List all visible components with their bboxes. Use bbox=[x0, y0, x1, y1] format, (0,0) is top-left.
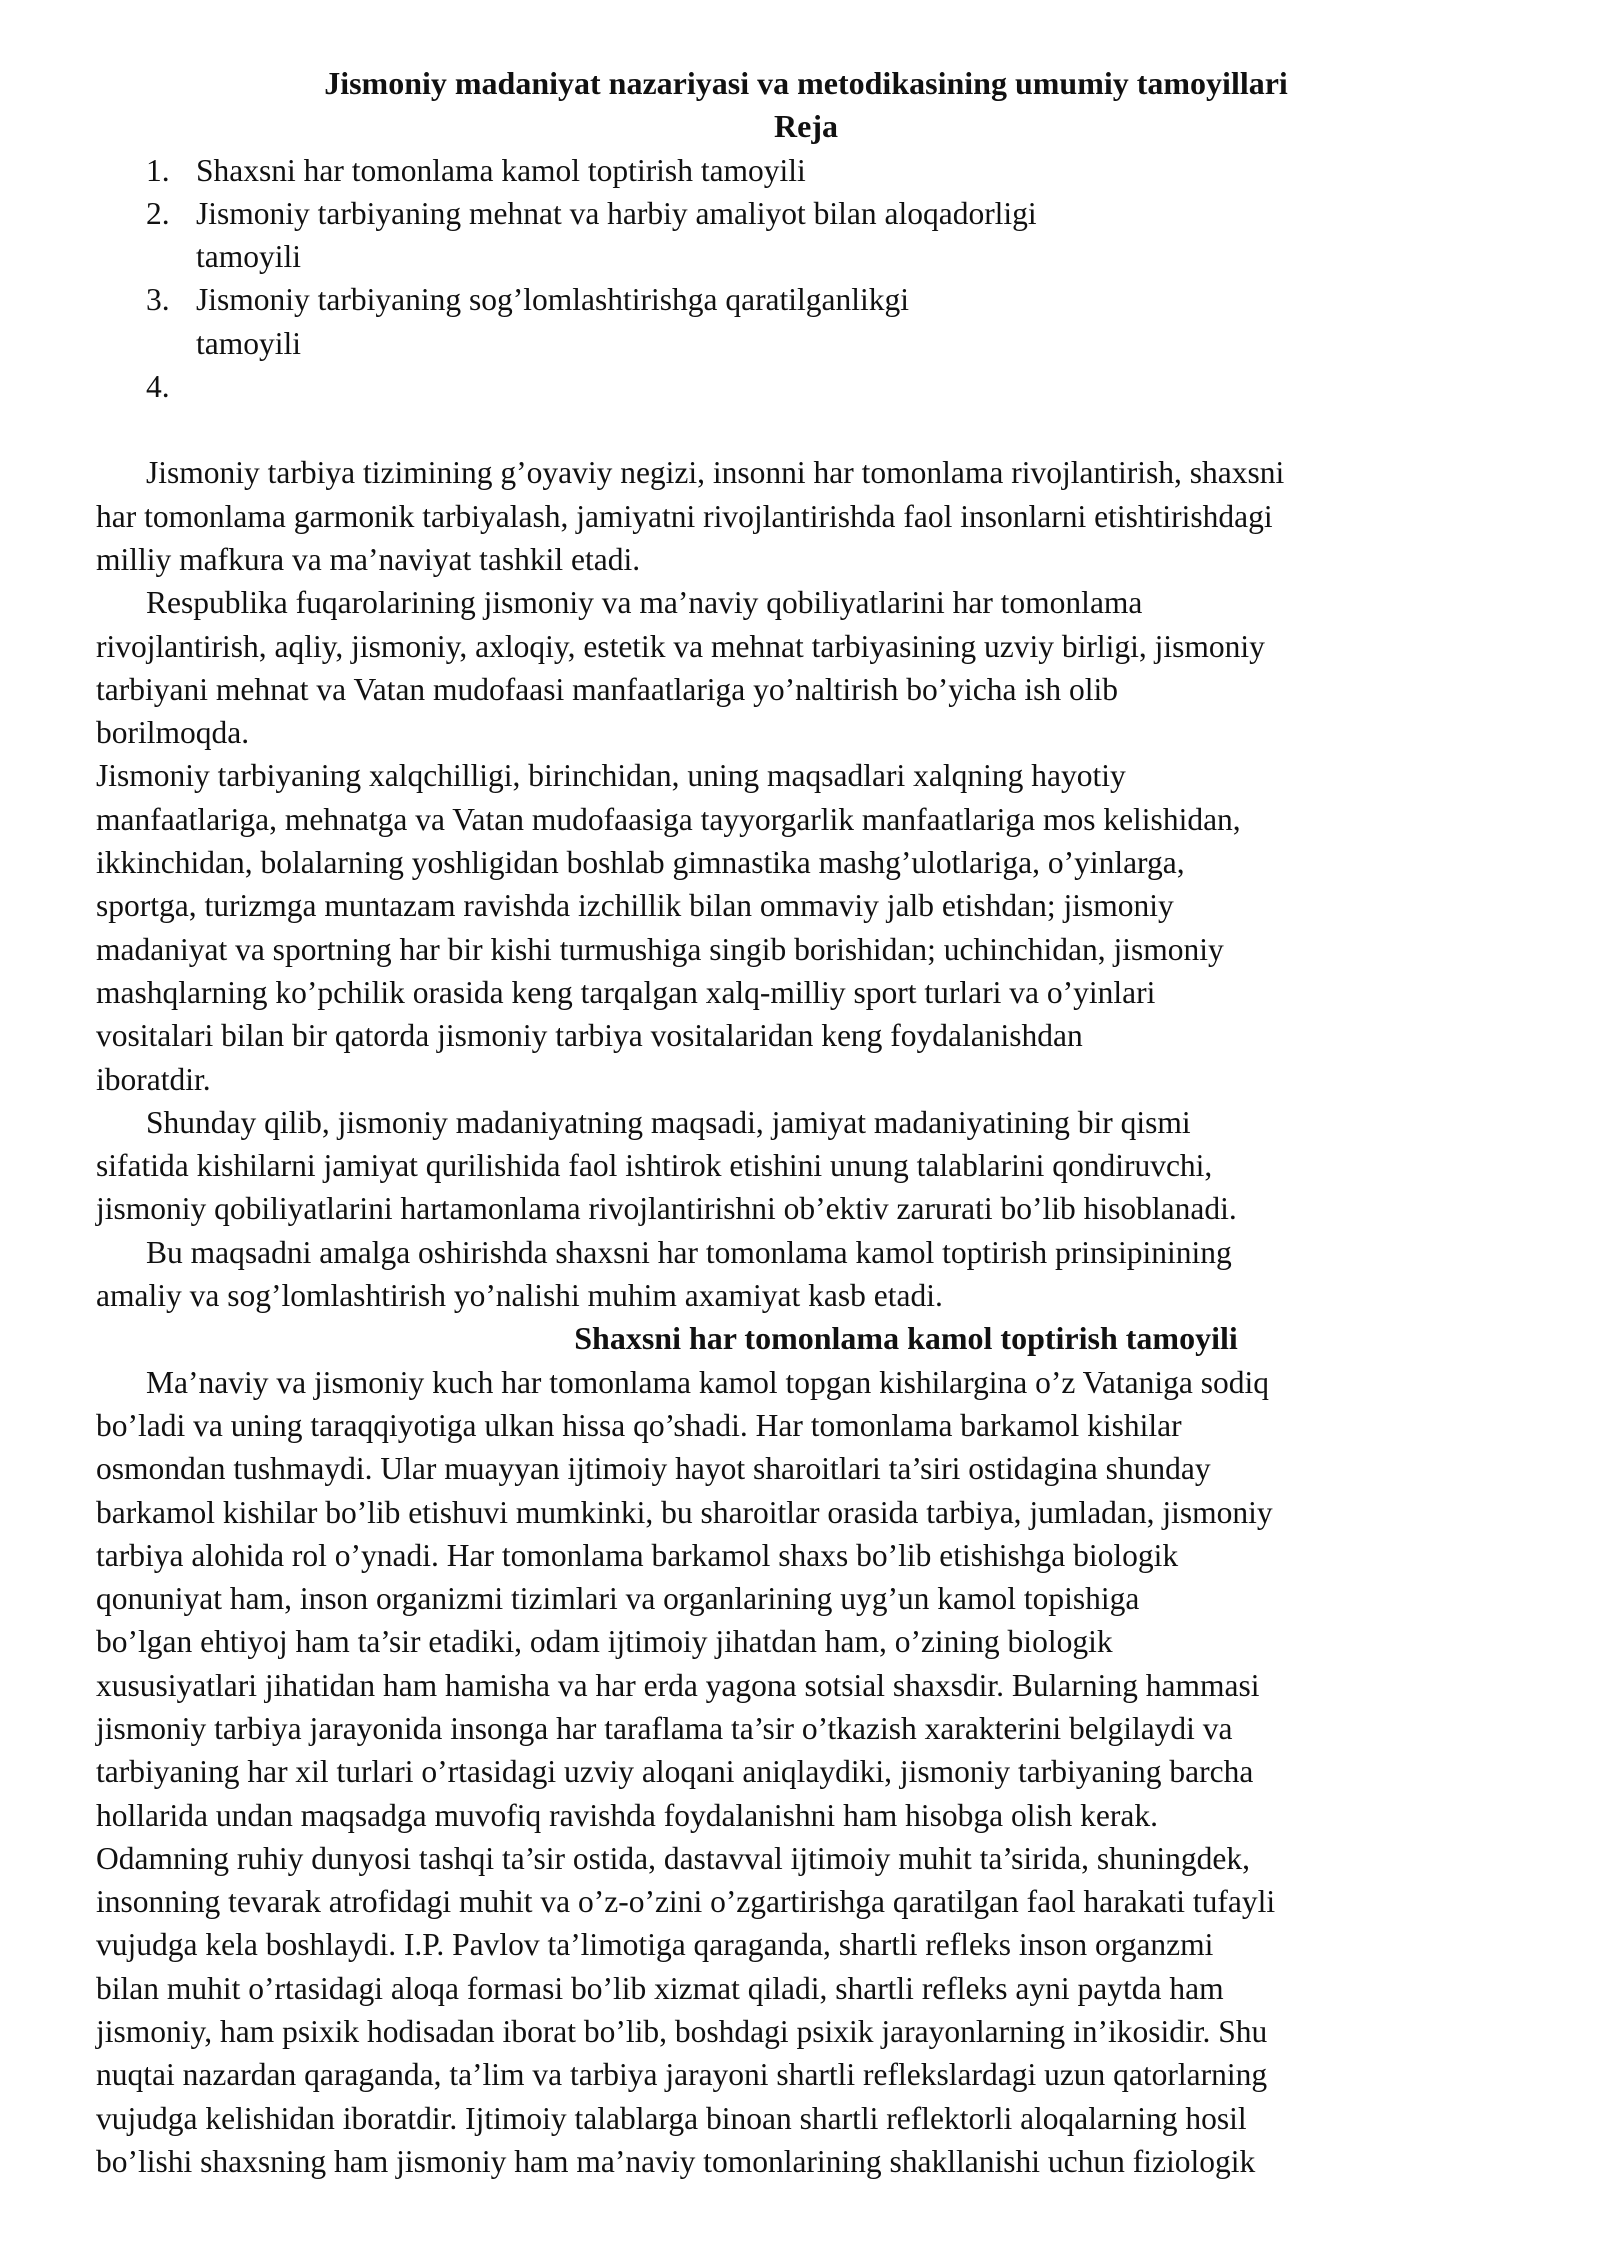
paragraph-line: madaniyat va sportning har bir kishi turmushiga singib borishidan; uchinchidan, jismoniy bbox=[96, 931, 1224, 967]
paragraph-line: mashqlarning ko’pchilik orasida keng tarqalgan xalq-milliy sport turlari va o’yinlari bbox=[96, 974, 1156, 1010]
paragraph-line: ikkinchidan, bolalarning yoshligidan boshlab gimnastika mashg’ulotlariga, o’yinlarga, bbox=[96, 845, 1185, 881]
plan-item bbox=[146, 192, 1326, 279]
body-paragraph bbox=[96, 1101, 1516, 1231]
paragraph-line: barkamol kishilar bo’lib etishuvi mumkinki, bu sharoitlar orasida tarbiya, jumladan, jismoniy bbox=[96, 1494, 1273, 1530]
paragraph-line: tarbiyani mehnat va Vatan mudofaasi manfaatlariga yo’naltirish bo’yicha ish olib bbox=[96, 671, 1118, 707]
paragraph-line: hollarida undan maqsadga muvofiq ravishda foydalanishni ham hisobga olish kerak. bbox=[96, 1797, 1159, 1833]
spacer bbox=[96, 408, 1516, 451]
plan-item bbox=[146, 149, 1326, 192]
paragraph-line: vujudga kelishidan iboratdir. Ijtimoiy talablarga binoan shartli reflektorli aloqalarning hosil bbox=[96, 2100, 1247, 2136]
plan-item-text: Shaxsni har tomonlama kamol toptirish tamoyili bbox=[196, 152, 806, 188]
paragraph-line: Bu maqsadni amalga oshirishda shaxsni har tomonlama kamol toptirish prinsipinining bbox=[146, 1234, 1232, 1270]
paragraph-line: tarbiya alohida rol o’ynadi. Har tomonlama barkamol shaxs bo’lib etishishga biologik bbox=[96, 1537, 1179, 1573]
paragraph-line: xususiyatlari jihatidan ham hamisha va har erda yagona sotsial shaxsdir. Bularning hammasi bbox=[96, 1667, 1260, 1703]
paragraph-line: iboratdir. bbox=[96, 1061, 211, 1097]
plan-item-text: Jismoniy tarbiyaning mehnat va harbiy amaliyot bilan aloqadorligi bbox=[196, 195, 1037, 231]
paragraph-line: bilan muhit o’rtasidagi aloqa formasi bo’lib xizmat qiladi, shartli refleks ayni paytda ham bbox=[96, 1970, 1224, 2006]
paragraph-line: sportga, turizmga muntazam ravishda izchillik bilan ommaviy jalb etishdan; jismoniy bbox=[96, 888, 1174, 924]
paragraph-line: bo’lishi shaxsning ham jismoniy ham ma’naviy tomonlarining shakllanishi uchun fiziologik bbox=[96, 2143, 1256, 2179]
paragraph-line: Shunday qilib, jismoniy madaniyatning maqsadi, jamiyat madaniyatining bir qismi bbox=[146, 1104, 1191, 1140]
plan-item-number: 4. bbox=[146, 369, 170, 405]
plan-item-text: tamoyili bbox=[196, 239, 301, 275]
paragraph-line: jismoniy qobiliyatlarini hartamonlama rivojlantirishni ob’ektiv zarurati bo’lib hisoblanadi. bbox=[96, 1191, 1237, 1227]
paragraph-line: sifatida kishilarni jamiyat qurilishida faol ishtirok etishini unung talablarini qondiruvchi, bbox=[96, 1148, 1213, 1184]
plan-list bbox=[96, 149, 1516, 409]
document-page bbox=[96, 62, 1516, 2183]
paragraph-line: jismoniy, ham psixik hodisadan iborat bo’lib, boshdagi psixik jarayonlarning in’ikosidir. Shu bbox=[96, 2014, 1268, 2050]
plan-item bbox=[146, 278, 1326, 365]
plan-item-text: tamoyili bbox=[196, 325, 301, 361]
paragraph-line: Jismoniy tarbiyaning xalqchilligi, birinchidan, uning maqsadlari xalqning hayotiy bbox=[96, 758, 1126, 794]
section-heading: Shaxsni har tomonlama kamol toptirish tamoyili bbox=[574, 1320, 1238, 1357]
paragraph-line: vujudga kela boshlaydi. I.P. Pavlov ta’limotiga qaraganda, shartli refleks inson organzmi bbox=[96, 1927, 1214, 1963]
body-paragraph bbox=[96, 581, 1516, 754]
plan-item bbox=[146, 365, 1326, 408]
body-paragraph bbox=[96, 754, 1516, 1100]
paragraph-line: Ma’naviy va jismoniy kuch har tomonlama kamol topgan kishilargina o’z Vataniga sodiq bbox=[146, 1364, 1269, 1400]
plan-title: Reja bbox=[774, 108, 838, 145]
body-paragraph bbox=[96, 1231, 1516, 1318]
paragraph-line: vositalari bilan bir qatorda jismoniy tarbiya vositalaridan keng foydalanishdan bbox=[96, 1018, 1083, 1054]
paragraph-line: qonuniyat ham, inson organizmi tizimlari va organlarining uyg’un kamol topishiga bbox=[96, 1581, 1140, 1617]
paragraph-line: insonning tevarak atrofidagi muhit va o’z-o’zini o’zgartirishga qaratilgan faol harakati tufayli bbox=[96, 1884, 1276, 1920]
paragraph-line: nuqtai nazardan qaraganda, ta’lim va tarbiya jarayoni shartli reflekslardagi uzun qatorlarning bbox=[96, 2057, 1268, 2093]
paragraph-line: Odamning ruhiy dunyosi tashqi ta’sir ostida, dastavval ijtimoiy muhit ta’sirida, shuningdek, bbox=[96, 1840, 1251, 1876]
plan-item-number: 1. bbox=[146, 152, 170, 188]
paragraph-line: manfaatlariga, mehnatga va Vatan mudofaasiga tayyorgarlik manfaatlariga mos kelishidan, bbox=[96, 801, 1241, 837]
plan-item-number: 2. bbox=[146, 195, 170, 231]
paragraph-line: borilmoqda. bbox=[96, 715, 250, 751]
document-title: Jismoniy madaniyat nazariyasi va metodikasining umumiy tamoyillari bbox=[324, 65, 1288, 101]
plan-item-number: 3. bbox=[146, 282, 170, 318]
paragraph-line: milliy mafkura va ma’naviyat tashkil etadi. bbox=[96, 541, 641, 577]
paragraph-line: tarbiyaning har xil turlari o’rtasidagi uzviy aloqani aniqlaydiki, jismoniy tarbiyaning barcha bbox=[96, 1754, 1254, 1790]
body-section-intro bbox=[96, 451, 1516, 1317]
paragraph-line: bo’ladi va uning taraqqiyotiga ulkan hissa qo’shadi. Har tomonlama barkamol kishilar bbox=[96, 1407, 1182, 1443]
body-paragraph bbox=[96, 451, 1516, 581]
paragraph-line: jismoniy tarbiya jarayonida insonga har taraflama ta’sir o’tkazish xarakterini belgilaydi va bbox=[96, 1710, 1233, 1746]
paragraph-line: har tomonlama garmonik tarbiyalash, jamiyatni rivojlantirishda faol insonlarni etishtirishdagi bbox=[96, 498, 1273, 534]
plan-item-text bbox=[196, 365, 1326, 408]
paragraph-line: osmondan tushmaydi. Ular muayyan ijtimoiy hayot sharoitlari ta’siri ostidagina shunday bbox=[96, 1451, 1211, 1487]
paragraph-line: amaliy va sog’lomlashtirish yo’nalishi muhim axamiyat kasb etadi. bbox=[96, 1278, 943, 1314]
body-section-main bbox=[96, 1361, 1516, 2184]
paragraph-line: bo’lgan ehtiyoj ham ta’sir etadiki, odam ijtimoiy jihatdan ham, o’zining biologik bbox=[96, 1624, 1113, 1660]
plan-item-text: Jismoniy tarbiyaning sog’lomlashtirishga qaratilganlikgi bbox=[196, 282, 910, 318]
paragraph-line: Respublika fuqarolarining jismoniy va ma’naviy qobiliyatlarini har tomonlama bbox=[146, 585, 1143, 621]
paragraph-line: rivojlantirish, aqliy, jismoniy, axloqiy, estetik va mehnat tarbiyasining uzviy birligi, jismoniy bbox=[96, 628, 1265, 664]
paragraph-line: Jismoniy tarbiya tizimining g’oyaviy negizi, insonni har tomonlama rivojlantirish, shaxsni bbox=[146, 455, 1285, 491]
body-paragraph bbox=[96, 1361, 1516, 2184]
